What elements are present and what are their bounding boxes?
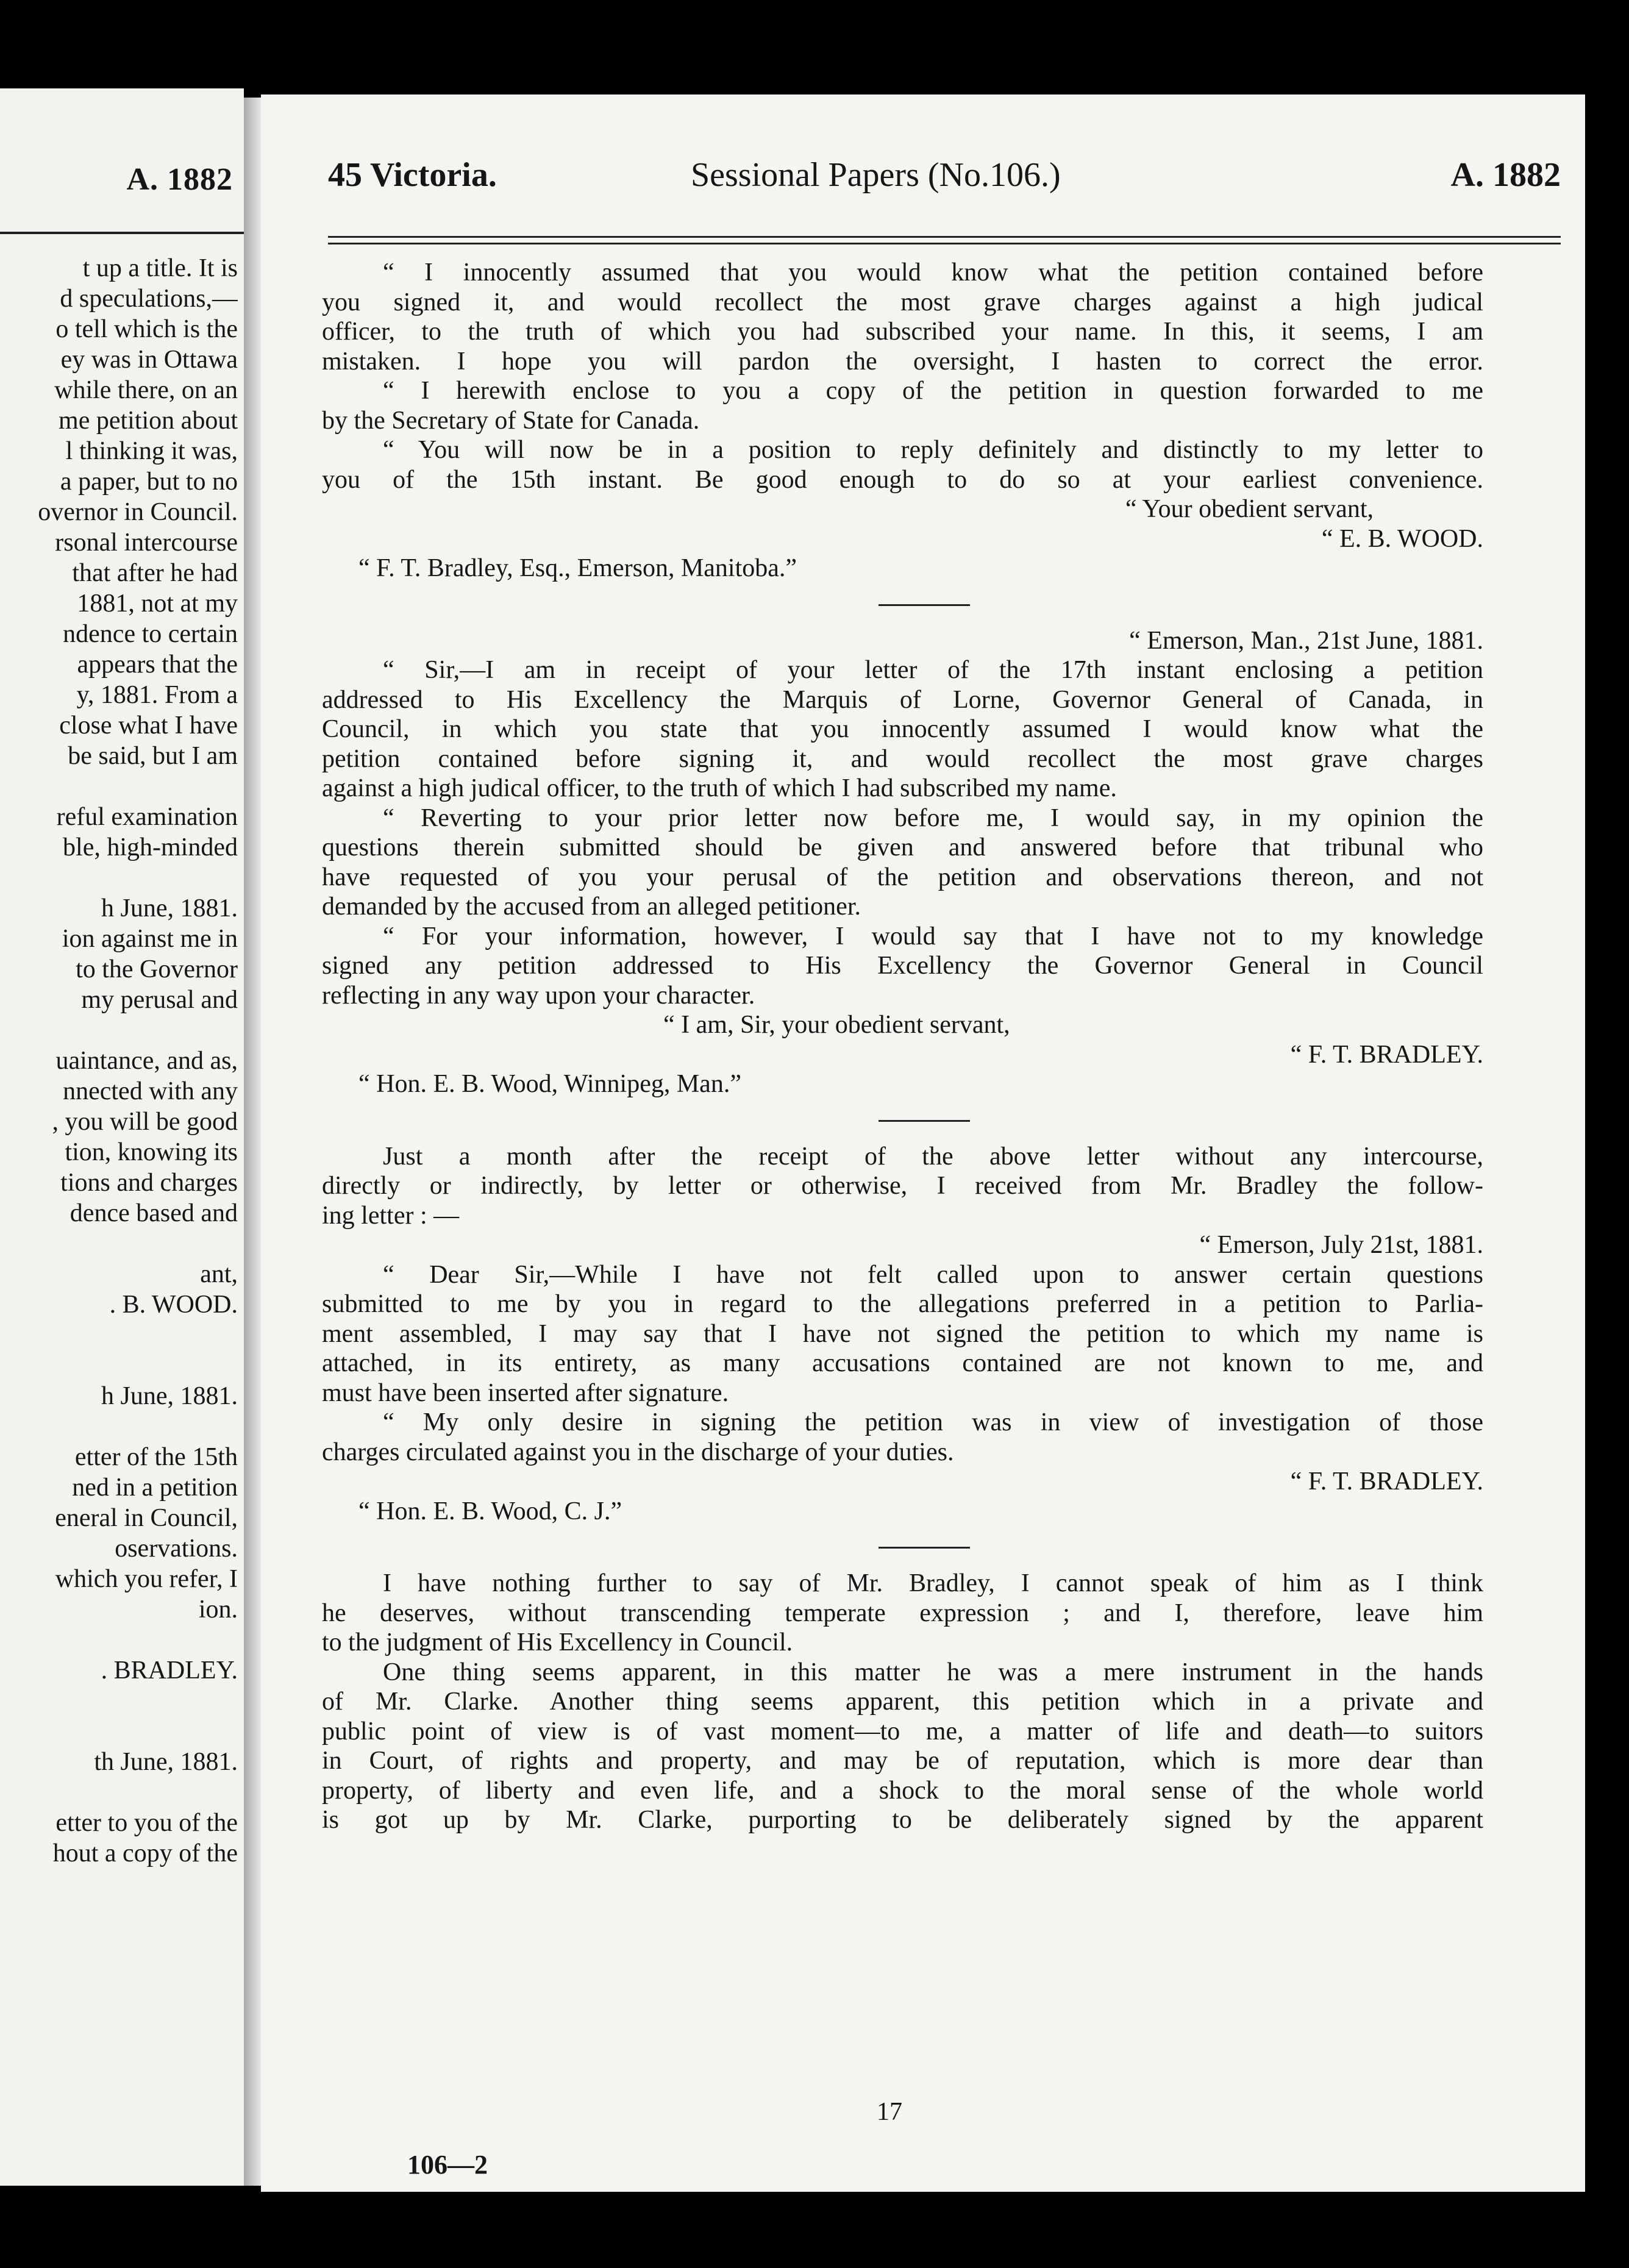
left-text-line: d speculations,— xyxy=(60,285,238,313)
text-line: to the judgment of His Excellency in Council. xyxy=(322,1628,793,1656)
separator-rule xyxy=(322,583,1483,626)
left-text-line: uaintance, and as, xyxy=(55,1047,238,1075)
text-line: “ Sir,—I am in receipt of your letter of the 17th instant enclosing a petition xyxy=(383,656,1483,684)
text-line: attached, in its entirety, as many accusations contained are not known to me, and xyxy=(322,1349,1483,1377)
left-text-line: ned in a petition xyxy=(72,1474,238,1502)
text-line: mistaken. I hope you will pardon the oversight, I hasten to correct the error. xyxy=(322,347,1483,376)
left-text-line xyxy=(0,1716,238,1747)
closing-1: “ Your obedient servant, xyxy=(1125,495,1374,523)
text-line: Council, in which you state that you innocently assumed I would know what the xyxy=(322,715,1483,743)
text-line: “ My only desire in signing the petition was in view of investigation of those xyxy=(383,1408,1483,1436)
text-line: against a high judical officer, to the truth of which I had subscribed my name. xyxy=(322,774,1117,802)
text-line: charges circulated against you in the discharge of your duties. xyxy=(322,1438,954,1466)
paragraph-9 xyxy=(322,1408,1483,1467)
left-text-line: tions and charges xyxy=(60,1169,238,1197)
paragraph-2 xyxy=(322,376,1483,435)
paragraph-5 xyxy=(322,804,1483,922)
text-line: petition contained before signing it, and would recollect the most grave charges xyxy=(322,744,1483,773)
text-line: you signed it, and would recollect the most grave charges against a high judical xyxy=(322,288,1483,316)
text-line: public point of view is of vast moment—to me, a matter of life and death—to suitors xyxy=(322,1717,1483,1746)
text-line: officer, to the truth of which you had subscribed your name. In this, it seems, I am xyxy=(322,318,1483,346)
address-wood-winnipeg: “ Hon. E. B. Wood, Winnipeg, Man.” xyxy=(358,1070,741,1098)
text-line: he deserves, without transcending temperate expression ; and I, therefore, leave him xyxy=(322,1599,1483,1627)
left-text-line: ion. xyxy=(198,1596,238,1624)
paragraph-6 xyxy=(322,922,1483,1011)
left-text-line: hout a copy of the xyxy=(52,1839,238,1867)
left-text-line: me petition about xyxy=(59,407,238,435)
paragraph-8 xyxy=(322,1260,1483,1408)
text-line: Just a month after the receipt of the above letter without any intercourse, xyxy=(383,1142,1483,1171)
text-line: have requested of you your perusal of the petition and observations thereon, and not xyxy=(322,863,1483,891)
signature-bradley: “ F. T. BRADLEY. xyxy=(1290,1040,1483,1069)
paragraph-7 xyxy=(322,1142,1483,1231)
left-text-line xyxy=(0,1686,238,1716)
page-number: 17 xyxy=(877,2098,902,2126)
left-page-lines xyxy=(0,253,238,1869)
text-line: “ Reverting to your prior letter now before me, I would say, in my opinion the xyxy=(383,804,1483,832)
address-bradley: “ F. T. Bradley, Esq., Emerson, Manitoba.” xyxy=(358,554,797,582)
left-text-line: , you will be good xyxy=(52,1108,238,1136)
left-text-line xyxy=(0,1015,238,1046)
text-line: “ I herewith enclose to you a copy of the petition in question forwarded to me xyxy=(383,377,1483,405)
left-text-line xyxy=(0,1228,238,1259)
text-line: addressed to His Excellency the Marquis of Lorne, Governor General of Canada, in xyxy=(322,685,1483,714)
left-text-line xyxy=(0,1350,238,1381)
header-right: A. 1882 xyxy=(1450,156,1561,194)
text-line: property, of liberty and even life, and a shock to the moral sense of the whole world xyxy=(322,1776,1483,1805)
left-page-fragment xyxy=(0,88,244,2186)
text-line: questions therein submitted should be given and answered before that tribunal who xyxy=(322,833,1483,861)
document-page xyxy=(261,94,1585,2192)
separator-rule xyxy=(322,1099,1483,1142)
left-text-line: ndence to certain xyxy=(63,620,238,648)
signature-bradley-2: “ F. T. BRADLEY. xyxy=(1290,1467,1483,1496)
header-double-rule xyxy=(328,236,1561,244)
separator-rule xyxy=(322,1526,1483,1569)
text-line: reflecting in any way upon your character. xyxy=(322,981,755,1010)
paragraph-10 xyxy=(322,1569,1483,1658)
left-text-line: tion, knowing its xyxy=(65,1138,238,1166)
text-line: demanded by the accused from an alleged petitioner. xyxy=(322,893,861,921)
signature-mark: 106—2 xyxy=(407,2150,488,2180)
left-text-line: nnected with any xyxy=(63,1077,238,1105)
text-line: One thing seems apparent, in this matter he was a mere instrument in the hands xyxy=(383,1658,1483,1686)
text-line: “ Dear Sir,—While I have not felt called upon to answer certain questions xyxy=(383,1260,1483,1289)
text-line: you of the 15th instant. Be good enough to do so at your earliest convenience. xyxy=(322,465,1483,494)
page-gutter xyxy=(244,98,261,2186)
left-text-line xyxy=(0,771,238,802)
text-line: “ I innocently assumed that you would know what the petition contained before xyxy=(383,259,1483,287)
body-text xyxy=(322,258,1483,1835)
dateline-21-june: “ Emerson, Man., 21st June, 1881. xyxy=(1129,626,1483,655)
left-text-line: that after he had xyxy=(72,559,238,587)
signature-wood: “ E. B. WOOD. xyxy=(1321,524,1483,553)
paragraph-11 xyxy=(322,1658,1483,1835)
left-text-line: be said, but I am xyxy=(68,742,238,770)
text-line: submitted to me by you in regard to the allegations preferred in a petition to Parlia- xyxy=(322,1290,1483,1318)
left-text-line: y, 1881. From a xyxy=(76,681,238,709)
left-text-line: . BRADLEY. xyxy=(101,1656,238,1685)
left-text-line: etter to you of the xyxy=(55,1809,238,1837)
left-text-line: appears that the xyxy=(77,651,238,679)
left-text-line: dence based and xyxy=(70,1199,238,1227)
running-header xyxy=(328,155,1561,204)
left-text-line xyxy=(0,1411,238,1442)
left-text-line: h June, 1881. xyxy=(101,894,238,922)
text-line: directly or indirectly, by letter or otherwise, I received from Mr. Bradley the follow- xyxy=(322,1172,1483,1200)
left-text-line: ion against me in xyxy=(62,925,238,953)
left-text-line: eneral in Council, xyxy=(55,1504,238,1532)
left-text-line xyxy=(0,863,238,893)
left-text-line: which you refer, I xyxy=(55,1565,238,1593)
left-text-line: reful examination xyxy=(56,803,238,831)
left-text-line xyxy=(0,1320,238,1350)
left-text-line xyxy=(0,1625,238,1655)
left-text-line: rsonal intercourse xyxy=(55,529,238,557)
left-text-line: oservations. xyxy=(115,1535,238,1563)
left-text-line: my perusal and xyxy=(81,986,238,1014)
text-line: in Court, of rights and property, and may be of reputation, which is more dear than xyxy=(322,1747,1483,1775)
text-line: signed any petition addressed to His Excellency the Governor General in Council xyxy=(322,952,1483,980)
text-line: “ You will now be in a position to reply definitely and distinctly to my letter to xyxy=(383,436,1483,464)
paragraph-1 xyxy=(322,258,1483,376)
left-text-line: etter of the 15th xyxy=(74,1443,238,1471)
text-line: I have nothing further to say of Mr. Bradley, I cannot speak of him as I think xyxy=(383,1569,1483,1597)
left-text-line xyxy=(0,1777,238,1808)
address-wood-cj: “ Hon. E. B. Wood, C. J.” xyxy=(358,1497,622,1525)
header-center: Sessional Papers (No.106.) xyxy=(691,156,1061,194)
text-line: ment assembled, I may say that I have not signed the petition to which my name is xyxy=(322,1319,1483,1348)
header-left: 45 Victoria. xyxy=(328,156,497,194)
text-line: “ For your information, however, I would say that I have not to my knowledge xyxy=(383,922,1483,950)
left-text-line: ant, xyxy=(200,1260,238,1288)
text-line: must have been inserted after signature. xyxy=(322,1378,729,1407)
text-line: ing letter : — xyxy=(322,1201,460,1230)
left-text-line: close what I have xyxy=(59,711,238,740)
left-text-line: h June, 1881. xyxy=(101,1382,238,1410)
left-text-line: . B. WOOD. xyxy=(109,1291,238,1319)
left-page-rule xyxy=(0,232,244,234)
left-text-line: 1881, not at my xyxy=(77,590,238,618)
text-line: is got up by Mr. Clarke, purporting to be deliberately signed by the apparent xyxy=(322,1806,1483,1834)
paragraph-3 xyxy=(322,435,1483,494)
left-text-line: th June, 1881. xyxy=(94,1748,238,1776)
left-page-header: A. 1882 xyxy=(126,162,233,197)
left-text-line: ey was in Ottawa xyxy=(60,346,238,374)
closing-2: “ I am, Sir, your obedient servant, xyxy=(663,1011,1010,1039)
text-line: by the Secretary of State for Canada. xyxy=(322,406,700,435)
left-text-line: to the Governor xyxy=(76,955,238,983)
left-text-line: o tell which is the xyxy=(55,315,238,343)
left-text-line: overnor in Council. xyxy=(38,498,238,526)
left-text-line: ble, high-minded xyxy=(63,833,238,861)
paragraph-4 xyxy=(322,655,1483,804)
dateline-21-july: “ Emerson, July 21st, 1881. xyxy=(1199,1231,1483,1259)
left-text-line: l thinking it was, xyxy=(65,437,238,465)
text-line: of Mr. Clarke. Another thing seems apparent, this petition which in a private and xyxy=(322,1688,1483,1716)
left-text-line: a paper, but to no xyxy=(60,468,238,496)
left-text-line: while there, on an xyxy=(54,376,238,404)
left-text-line: t up a title. It is xyxy=(82,254,238,282)
